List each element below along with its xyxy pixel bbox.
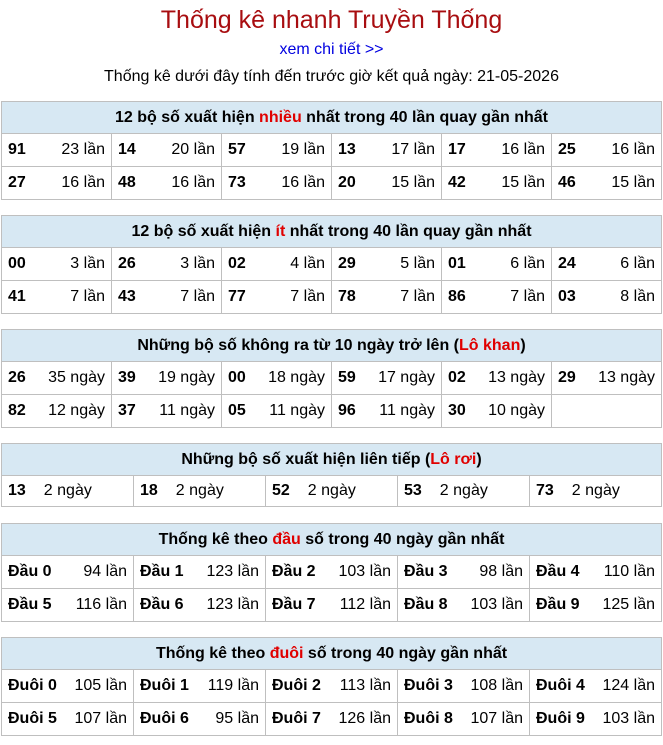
stat-cell: [398, 556, 530, 589]
stat-label: 52: [272, 482, 290, 499]
stat-label: Đuôi 5: [8, 710, 57, 727]
stat-label: 13: [338, 141, 356, 158]
section-title-highlight: Lô khan: [459, 336, 521, 354]
stat-count: 2 ngày: [571, 482, 620, 499]
stat-label: 00: [228, 369, 246, 386]
stat-cell: [332, 395, 442, 428]
stat-count: 107 lần: [470, 710, 523, 727]
section-title-highlight: ít: [275, 222, 286, 240]
stat-cell: [552, 395, 662, 428]
stat-count: 19 lần: [281, 141, 325, 158]
stat-cell: [222, 362, 332, 395]
stat-label: 37: [118, 402, 136, 419]
stat-count: 123 lần: [206, 563, 259, 580]
stat-label: Đầu 3: [404, 563, 448, 580]
table-row: [2, 134, 662, 167]
section-title-text: ): [476, 450, 482, 468]
table-row: [2, 167, 662, 200]
stat-label: 42: [448, 174, 466, 191]
stat-count: 94 lần: [83, 563, 127, 580]
stat-label: 01: [448, 255, 466, 272]
stat-label: 25: [558, 141, 576, 158]
most-header-row: [2, 102, 662, 134]
stat-cell: [398, 476, 530, 507]
stat-cell: [442, 395, 552, 428]
stat-count: 7 lần: [400, 288, 435, 305]
stat-label: 86: [448, 288, 466, 305]
stat-cell: [398, 703, 530, 736]
stat-count: 11 ngày: [269, 402, 325, 419]
khan-header-row: [2, 330, 662, 362]
stat-count: 107 lần: [74, 710, 127, 727]
stat-count: 3 lần: [180, 255, 215, 272]
stat-count: 17 lần: [391, 141, 435, 158]
stat-count: 7 lần: [70, 288, 105, 305]
stat-cell: [442, 281, 552, 314]
stat-cell: [332, 134, 442, 167]
stat-cell: [530, 556, 662, 589]
stat-cell: [2, 670, 134, 703]
stat-cell: [552, 362, 662, 395]
stat-cell: [134, 703, 266, 736]
stat-label: 29: [338, 255, 356, 272]
stat-label: 59: [338, 369, 356, 386]
stat-count: 126 lần: [338, 710, 391, 727]
stat-count: 95 lần: [215, 710, 259, 727]
dau-section-title: [2, 524, 662, 556]
stat-label: Đuôi 9: [536, 710, 585, 727]
stat-cell: [266, 556, 398, 589]
stat-count: 2 ngày: [307, 482, 356, 499]
stat-count: 11 ngày: [379, 402, 435, 419]
view-details-link[interactable]: xem chi tiết >>: [279, 41, 384, 58]
dau-stats-table: [1, 523, 662, 622]
table-row: [2, 670, 662, 703]
stat-cell: [112, 281, 222, 314]
stat-cell: [398, 670, 530, 703]
stat-cell: [2, 248, 112, 281]
table-row: [2, 476, 662, 507]
stat-cell: [552, 134, 662, 167]
section-title-highlight: Lô rơi: [430, 450, 477, 468]
stat-cell: [442, 134, 552, 167]
stat-label: 17: [448, 141, 466, 158]
stat-label: 24: [558, 255, 576, 272]
stat-count: 108 lần: [470, 677, 523, 694]
stat-label: 48: [118, 174, 136, 191]
stat-label: Đầu 6: [140, 596, 184, 613]
stat-cell: [552, 167, 662, 200]
stat-cell: [2, 281, 112, 314]
stat-cell: [2, 589, 134, 622]
stat-label: 57: [228, 141, 246, 158]
stat-cell: [442, 248, 552, 281]
stat-count: 2 ngày: [175, 482, 224, 499]
stat-label: Đuôi 2: [272, 677, 321, 694]
stat-cell: [530, 589, 662, 622]
stat-label: 39: [118, 369, 136, 386]
stat-count: 18 ngày: [268, 369, 325, 386]
stat-label: 77: [228, 288, 246, 305]
stat-count: 124 lần: [602, 677, 655, 694]
section-title-text: 12 bộ số xuất hiện: [115, 108, 260, 126]
stat-label: Đuôi 3: [404, 677, 453, 694]
stat-count: 8 lần: [620, 288, 655, 305]
stat-count: 6 lần: [510, 255, 545, 272]
stat-label: 05: [228, 402, 246, 419]
lo-khan-table: [1, 329, 662, 428]
section-title-highlight: đầu: [272, 530, 301, 548]
stat-count: 7 lần: [510, 288, 545, 305]
stat-label: 78: [338, 288, 356, 305]
stat-label: Đầu 0: [8, 563, 52, 580]
stat-cell: [266, 670, 398, 703]
stat-cell: [112, 134, 222, 167]
stat-label: 41: [8, 288, 26, 305]
stat-cell: [2, 362, 112, 395]
least-frequent-table: [1, 215, 662, 314]
stat-count: 10 ngày: [488, 402, 545, 419]
stat-count: 7 lần: [180, 288, 215, 305]
stat-cell: [112, 167, 222, 200]
duoi-section-title: [2, 638, 662, 670]
stat-cell: [222, 395, 332, 428]
stat-count: 103 lần: [470, 596, 523, 613]
stat-cell: [398, 589, 530, 622]
stat-cell: [266, 589, 398, 622]
stat-count: 103 lần: [338, 563, 391, 580]
page-subtitle: Thống kê dưới đây tính đến trước giờ kết quả ngày: 21-05-2026: [104, 68, 559, 85]
stat-count: 2 ngày: [43, 482, 92, 499]
stat-cell: [530, 476, 662, 507]
least-section-title: [2, 216, 662, 248]
stat-label: Đầu 4: [536, 563, 580, 580]
stat-count: 11 ngày: [159, 402, 215, 419]
stat-cell: [332, 281, 442, 314]
stat-count: 13 ngày: [488, 369, 545, 386]
stat-label: 46: [558, 174, 576, 191]
stat-cell: [222, 167, 332, 200]
stat-count: 110 lần: [603, 563, 655, 580]
stat-count: 12 ngày: [48, 402, 105, 419]
table-row: [2, 362, 662, 395]
table-row: [2, 248, 662, 281]
section-title-text: số trong 40 ngày gần nhất: [303, 644, 508, 662]
stat-count: 35 ngày: [48, 369, 105, 386]
section-title-text: Những bộ số không ra từ 10 ngày trở lên (: [137, 336, 459, 354]
stat-cell: [442, 362, 552, 395]
section-title-text: Thống kê theo: [155, 644, 270, 662]
stat-label: Đuôi 8: [404, 710, 453, 727]
stat-label: 53: [404, 482, 422, 499]
stat-label: 00: [8, 255, 26, 272]
stat-cell: [134, 476, 266, 507]
stat-label: Đuôi 0: [8, 677, 57, 694]
stat-cell: [222, 134, 332, 167]
stat-cell: [222, 248, 332, 281]
stat-label: 73: [228, 174, 246, 191]
section-title-highlight: đuôi: [269, 644, 304, 662]
stat-label: 26: [8, 369, 26, 386]
stat-count: 3 lần: [70, 255, 105, 272]
stat-cell: [266, 476, 398, 507]
section-title-text: Thống kê theo: [158, 530, 273, 548]
stat-cell: [442, 167, 552, 200]
stat-label: Đầu 2: [272, 563, 316, 580]
stat-count: 103 lần: [602, 710, 655, 727]
stat-cell: [266, 703, 398, 736]
section-title-highlight: nhiều: [259, 108, 302, 126]
section-title-text: Những bộ số xuất hiện liên tiếp (: [181, 450, 431, 468]
most-frequent-table: [1, 101, 662, 200]
least-header-row: [2, 216, 662, 248]
stat-label: Đầu 9: [536, 596, 580, 613]
stat-label: Đuôi 1: [140, 677, 189, 694]
stat-count: 15 lần: [501, 174, 545, 191]
stat-cell: [222, 281, 332, 314]
stat-cell: [530, 670, 662, 703]
roi-section-title: [2, 444, 662, 476]
most-section-title: [2, 102, 662, 134]
duoi-stats-table: [1, 637, 662, 736]
stat-label: 13: [8, 482, 26, 499]
stat-count: 16 lần: [171, 174, 215, 191]
stat-label: Đầu 1: [140, 563, 184, 580]
stat-count: 19 ngày: [158, 369, 215, 386]
stat-cell: [134, 556, 266, 589]
roi-header-row: [2, 444, 662, 476]
stat-cell: [552, 248, 662, 281]
stat-count: 16 lần: [61, 174, 105, 191]
stat-label: 30: [448, 402, 466, 419]
khan-section-title: [2, 330, 662, 362]
stat-count: 98 lần: [479, 563, 523, 580]
table-row: [2, 281, 662, 314]
stat-label: Đuôi 4: [536, 677, 585, 694]
table-row: [2, 395, 662, 428]
stat-label: 27: [8, 174, 26, 191]
stat-count: 2 ngày: [439, 482, 488, 499]
stat-cell: [332, 167, 442, 200]
section-title-text: nhất trong 40 lần quay gần nhất: [301, 108, 548, 126]
stat-count: 116 lần: [75, 596, 127, 613]
stat-label: 73: [536, 482, 554, 499]
stat-label: Đuôi 7: [272, 710, 321, 727]
stat-count: 17 ngày: [378, 369, 435, 386]
duoi-header-row: [2, 638, 662, 670]
lo-roi-table: [1, 443, 662, 507]
stat-cell: [2, 167, 112, 200]
stat-label: 91: [8, 141, 26, 158]
dau-header-row: [2, 524, 662, 556]
stat-count: 16 lần: [611, 141, 655, 158]
stat-count: 16 lần: [281, 174, 325, 191]
stat-label: Đuôi 6: [140, 710, 189, 727]
stat-label: 29: [558, 369, 576, 386]
stat-cell: [134, 589, 266, 622]
stat-cell: [332, 362, 442, 395]
stat-count: 112 lần: [339, 596, 391, 613]
stat-count: 20 lần: [171, 141, 215, 158]
section-title-text: ): [520, 336, 526, 354]
stat-label: Đầu 5: [8, 596, 52, 613]
stat-label: 14: [118, 141, 136, 158]
stat-cell: [2, 556, 134, 589]
section-title-text: số trong 40 ngày gần nhất: [300, 530, 505, 548]
stat-cell: [332, 248, 442, 281]
stat-count: 15 lần: [391, 174, 435, 191]
stat-cell: [112, 362, 222, 395]
stat-cell: [2, 134, 112, 167]
stat-label: 43: [118, 288, 136, 305]
stat-count: 7 lần: [290, 288, 325, 305]
page-title: Thống kê nhanh Truyền Thống: [160, 6, 503, 34]
table-row: [2, 556, 662, 589]
stat-cell: [112, 248, 222, 281]
stat-label: 20: [338, 174, 356, 191]
stat-count: 113 lần: [339, 677, 391, 694]
stat-label: Đầu 8: [404, 596, 448, 613]
table-row: [2, 589, 662, 622]
stat-label: 82: [8, 402, 26, 419]
stat-count: 23 lần: [61, 141, 105, 158]
stat-label: 03: [558, 288, 576, 305]
stat-cell: [552, 281, 662, 314]
stat-cell: [2, 395, 112, 428]
stat-cell: [530, 703, 662, 736]
stat-count: 4 lần: [290, 255, 325, 272]
stat-label: 18: [140, 482, 158, 499]
stat-cell: [112, 395, 222, 428]
table-row: [2, 703, 662, 736]
section-title-text: nhất trong 40 lần quay gần nhất: [285, 222, 532, 240]
stat-label: 96: [338, 402, 356, 419]
stat-cell: [2, 476, 134, 507]
stat-count: 105 lần: [74, 677, 127, 694]
stat-count: 5 lần: [400, 255, 435, 272]
stat-count: 123 lần: [206, 596, 259, 613]
stat-count: 15 lần: [611, 174, 655, 191]
section-title-text: 12 bộ số xuất hiện: [131, 222, 276, 240]
stat-label: 02: [228, 255, 246, 272]
stat-label: 02: [448, 369, 466, 386]
stat-count: 6 lần: [620, 255, 655, 272]
stat-count: 119 lần: [207, 677, 259, 694]
stat-cell: [134, 670, 266, 703]
stat-count: 16 lần: [501, 141, 545, 158]
stat-cell: [2, 703, 134, 736]
stat-label: Đầu 7: [272, 596, 316, 613]
stat-count: 125 lần: [602, 596, 655, 613]
stat-count: 13 ngày: [598, 369, 655, 386]
stat-label: 26: [118, 255, 136, 272]
